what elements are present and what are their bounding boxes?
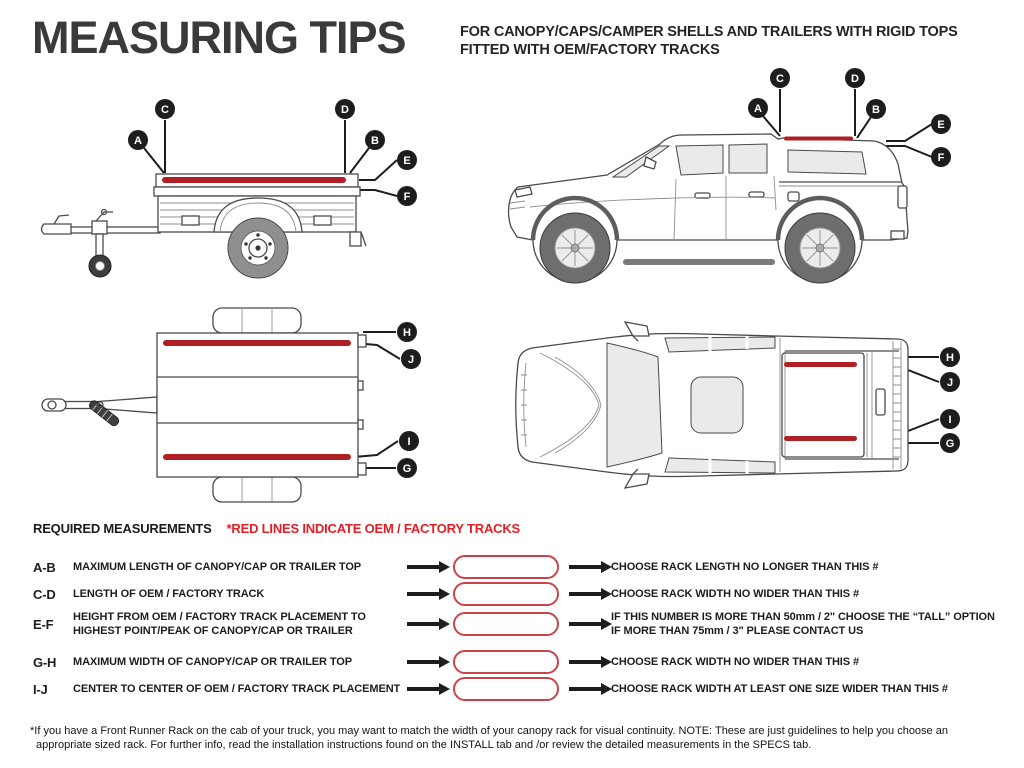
measurement-description: HEIGHT FROM OEM / FACTORY TRACK PLACEMENT TO HIGHEST POINT/PEAK OF CANOPY/CAP OR TRAILER bbox=[73, 611, 366, 637]
measurement-description: CENTER TO CENTER OF OEM / FACTORY TRACK PLACEMENT bbox=[73, 683, 401, 695]
svg-text:A: A bbox=[134, 135, 142, 147]
trailer-top-leader-lines bbox=[354, 332, 400, 468]
required-measurements-heading: REQUIRED MEASUREMENTS bbox=[33, 521, 212, 536]
truck-side-drawing bbox=[509, 134, 908, 283]
arrow-right-icon bbox=[407, 622, 439, 626]
marker-d bbox=[335, 99, 355, 119]
oem-track-redline bbox=[784, 362, 857, 367]
truck-top-view-diagram bbox=[495, 305, 1015, 505]
marker-j bbox=[401, 349, 421, 369]
measurement-fill-in-box bbox=[453, 677, 559, 701]
range-label: A-B bbox=[33, 559, 56, 575]
marker-g bbox=[940, 433, 960, 453]
measurement-row-ef bbox=[33, 606, 995, 642]
measurement-fill-in-box bbox=[453, 612, 559, 636]
trailer-side-view-diagram bbox=[30, 90, 450, 295]
marker-a bbox=[128, 130, 148, 150]
subtitle-line-1: FOR CANOPY/CAPS/CAMPER SHELLS AND TRAILERS WITH RIGID TOPS bbox=[460, 24, 958, 40]
rack-guidance: CHOOSE RACK WIDTH NO WIDER THAN THIS # bbox=[611, 588, 859, 600]
marker-i bbox=[940, 409, 960, 429]
arrow-right-icon bbox=[407, 687, 439, 691]
oem-track-redline bbox=[784, 137, 853, 141]
measurement-row-gh bbox=[33, 651, 995, 673]
marker-b bbox=[365, 130, 385, 150]
range-label: C-D bbox=[33, 586, 56, 602]
arrow-right-icon bbox=[569, 660, 601, 664]
svg-text:E: E bbox=[937, 119, 945, 131]
measurement-description: LENGTH OF OEM / FACTORY TRACK bbox=[73, 588, 265, 600]
truck-top-drawing bbox=[516, 322, 908, 488]
svg-text:I: I bbox=[407, 436, 411, 448]
arrow-right-icon bbox=[407, 565, 439, 569]
trailer-top-view-diagram bbox=[30, 305, 450, 505]
marker-j bbox=[940, 372, 960, 392]
arrow-right-icon bbox=[407, 660, 439, 664]
marker-f bbox=[397, 186, 417, 206]
measurement-fill-in-box bbox=[453, 555, 559, 579]
measurement-description: MAXIMUM WIDTH OF CANOPY/CAP OR TRAILER TOP bbox=[73, 656, 352, 668]
svg-text:D: D bbox=[851, 73, 859, 85]
range-label: I-J bbox=[33, 681, 48, 697]
marker-h bbox=[397, 322, 417, 342]
svg-text:C: C bbox=[776, 73, 784, 85]
subtitle-line-2: FITTED WITH OEM/FACTORY TRACKS bbox=[460, 42, 720, 58]
arrow-right-icon bbox=[407, 592, 439, 596]
measurement-row-cd bbox=[33, 583, 995, 605]
svg-text:E: E bbox=[403, 155, 411, 167]
oem-track-redline bbox=[163, 454, 351, 460]
page-title: MEASURING TIPS bbox=[32, 12, 406, 63]
rack-guidance: CHOOSE RACK WIDTH NO WIDER THAN THIS # bbox=[611, 656, 859, 668]
marker-e bbox=[397, 150, 417, 170]
marker-i bbox=[399, 431, 419, 451]
rack-guidance: IF THIS NUMBER IS MORE THAN 50mm / 2" CHOOSE THE “TALL” OPTION IF MORE THAN 75mm / 3" PLEASE CONTACT US bbox=[611, 611, 995, 637]
oem-track-redline bbox=[162, 177, 346, 183]
trailer-side-drawing bbox=[42, 174, 367, 278]
range-label: E-F bbox=[33, 616, 54, 632]
marker-h bbox=[940, 347, 960, 367]
svg-text:F: F bbox=[403, 191, 411, 203]
trailer-top-drawing bbox=[42, 308, 366, 502]
svg-text:H: H bbox=[946, 352, 954, 364]
svg-text:J: J bbox=[407, 354, 415, 366]
svg-text:J: J bbox=[946, 377, 954, 389]
legend-row bbox=[33, 521, 520, 536]
rack-guidance: CHOOSE RACK WIDTH AT LEAST ONE SIZE WIDER THAN THIS # bbox=[611, 683, 948, 695]
measurement-row-ij bbox=[33, 678, 995, 700]
arrow-right-icon bbox=[569, 565, 601, 569]
marker-g bbox=[397, 458, 417, 478]
red-lines-note: *RED LINES INDICATE OEM / FACTORY TRACKS bbox=[226, 521, 520, 536]
svg-text:D: D bbox=[341, 104, 349, 116]
marker-c bbox=[770, 68, 790, 88]
measurement-row-ab bbox=[33, 556, 995, 578]
oem-track-redline bbox=[163, 340, 351, 346]
svg-text:A: A bbox=[754, 103, 762, 115]
marker-f bbox=[931, 147, 951, 167]
arrow-right-icon bbox=[569, 592, 601, 596]
arrow-right-icon bbox=[569, 687, 601, 691]
svg-text:H: H bbox=[403, 327, 411, 339]
svg-text:C: C bbox=[161, 104, 169, 116]
marker-a bbox=[748, 98, 768, 118]
measurement-fill-in-box bbox=[453, 650, 559, 674]
truck-side-view-diagram bbox=[495, 65, 1015, 300]
page-subtitle bbox=[460, 23, 958, 59]
measurement-fill-in-box bbox=[453, 582, 559, 606]
arrow-right-icon bbox=[569, 622, 601, 626]
footnote: *If you have a Front Runner Rack on the cab of your truck, you may want to match the width of your canopy rack for visual continuity. NOTE: These are just guidelines to help you choose an appropriate sized rack. For further info, read the installation instructions found on the INSTALL tab and /or review the detailed measurements in the SPECS tab. bbox=[30, 725, 948, 751]
marker-c bbox=[155, 99, 175, 119]
svg-text:I: I bbox=[948, 414, 952, 426]
svg-text:B: B bbox=[371, 135, 379, 147]
svg-text:F: F bbox=[937, 152, 945, 164]
measurement-description: MAXIMUM LENGTH OF CANOPY/CAP OR TRAILER TOP bbox=[73, 561, 362, 573]
rack-guidance: CHOOSE RACK LENGTH NO LONGER THAN THIS # bbox=[611, 561, 879, 573]
oem-track-redline bbox=[784, 436, 857, 441]
svg-text:G: G bbox=[945, 438, 955, 450]
range-label: G-H bbox=[33, 654, 57, 670]
svg-text:G: G bbox=[402, 463, 412, 475]
marker-d bbox=[845, 68, 865, 88]
marker-e bbox=[931, 114, 951, 134]
svg-text:B: B bbox=[872, 104, 880, 116]
marker-b bbox=[866, 99, 886, 119]
